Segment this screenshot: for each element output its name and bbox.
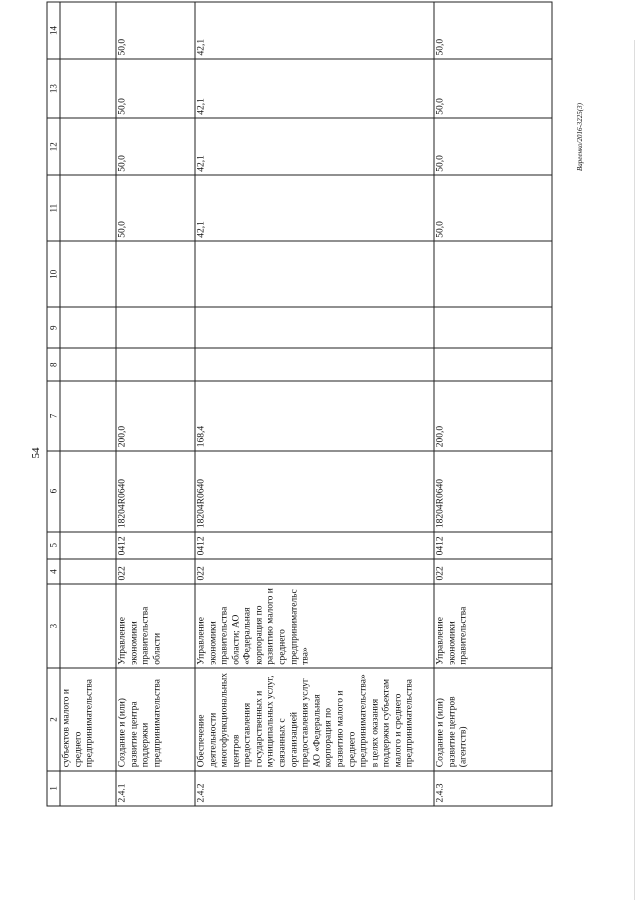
section-cell: 0412 — [434, 532, 552, 559]
year-cell: 50,0 — [116, 2, 195, 59]
event-name-cell: субъектов малого и среднего предпринимательства — [60, 668, 116, 770]
year-cell: 50,0 — [434, 118, 552, 175]
header-cell: 2 — [47, 668, 60, 770]
year-cell: 42,1 — [195, 175, 434, 241]
year-cell: 50,0 — [116, 118, 195, 175]
table-row — [60, 2, 116, 806]
year-cell: 50,0 — [116, 59, 195, 118]
year-cell — [60, 118, 116, 175]
table-row — [116, 2, 195, 806]
header-cell: 14 — [47, 2, 60, 59]
header-cell: 7 — [47, 381, 60, 450]
executor-cell: Управление экономики правительства — [434, 584, 552, 668]
budget-table — [47, 2, 553, 807]
page-number: 54 — [30, 447, 42, 459]
year-cell: 42,1 — [195, 59, 434, 118]
year-cell: 50,0 — [116, 175, 195, 241]
scan-edge-line — [634, 40, 635, 900]
total-cell: 168,4 — [195, 381, 434, 450]
section-cell: 0412 — [195, 532, 434, 559]
year-cell — [60, 59, 116, 118]
grbs-cell — [60, 559, 116, 584]
year-cell: 50,0 — [434, 59, 552, 118]
table-row — [195, 2, 434, 806]
header-cell: 8 — [47, 348, 60, 381]
executor-cell: Управление экономики правительства области — [116, 584, 195, 668]
header-cell: 9 — [47, 307, 60, 348]
section-cell: 0412 — [116, 532, 195, 559]
event-name-cell: Обеспечение деятельности многофункциональных центров предоставления государственных и муниципальных услуг, связанных с организацией предоставления услуг АО «Федеральная корпорация по развитию малого и среднего предпринимательства» в целях оказания поддержки субъектам малого и среднего предпринимательства — [195, 668, 434, 770]
year-cell — [434, 348, 552, 381]
rotated-table-frame — [47, 2, 545, 807]
year-cell — [60, 2, 116, 59]
header-cell: 13 — [47, 59, 60, 118]
row-number-cell: 2.4.2 — [195, 771, 434, 806]
event-name-cell: Создание и (или) развитие центра поддержки предпринимательства — [116, 668, 195, 770]
year-cell — [195, 241, 434, 307]
header-cell: 10 — [47, 241, 60, 307]
csr-cell — [60, 451, 116, 532]
header-cell: 11 — [47, 175, 60, 241]
year-cell: 42,1 — [195, 2, 434, 59]
grbs-cell: 022 — [116, 559, 195, 584]
executor-cell: Управление экономики правительства области; АО «Федеральная корпорация по развитию малого и среднего предпринимательства» — [195, 584, 434, 668]
year-cell — [434, 241, 552, 307]
table-row — [434, 2, 552, 806]
header-cell: 1 — [47, 771, 60, 806]
total-cell — [60, 381, 116, 450]
event-name-cell: Создание и (или) развитие центров (агентств) — [434, 668, 552, 770]
year-cell — [434, 307, 552, 348]
total-cell: 200,0 — [116, 381, 195, 450]
header-cell: 3 — [47, 584, 60, 668]
year-cell: 50,0 — [434, 175, 552, 241]
header-cell: 4 — [47, 559, 60, 584]
grbs-cell: 022 — [195, 559, 434, 584]
header-cell: 12 — [47, 118, 60, 175]
year-cell — [195, 307, 434, 348]
year-cell — [116, 307, 195, 348]
row-number-cell: 2.4.1 — [116, 771, 195, 806]
document-code: Вареенко/2016-3225(3) — [576, 103, 584, 171]
header-row — [47, 2, 60, 806]
section-cell — [60, 532, 116, 559]
header-cell: 6 — [47, 451, 60, 532]
row-number-cell — [60, 771, 116, 806]
row-number-cell: 2.4.3 — [434, 771, 552, 806]
year-cell — [116, 348, 195, 381]
csr-cell: 18204R0640 — [116, 451, 195, 532]
year-cell — [60, 348, 116, 381]
year-cell — [195, 348, 434, 381]
executor-cell — [60, 584, 116, 668]
header-cell: 5 — [47, 532, 60, 559]
year-cell — [60, 241, 116, 307]
year-cell — [60, 307, 116, 348]
year-cell: 50,0 — [434, 2, 552, 59]
year-cell — [116, 241, 195, 307]
csr-cell: 18204R0640 — [434, 451, 552, 532]
total-cell: 200,0 — [434, 381, 552, 450]
csr-cell: 18204R0640 — [195, 451, 434, 532]
grbs-cell: 022 — [434, 559, 552, 584]
year-cell: 42,1 — [195, 118, 434, 175]
year-cell — [60, 175, 116, 241]
